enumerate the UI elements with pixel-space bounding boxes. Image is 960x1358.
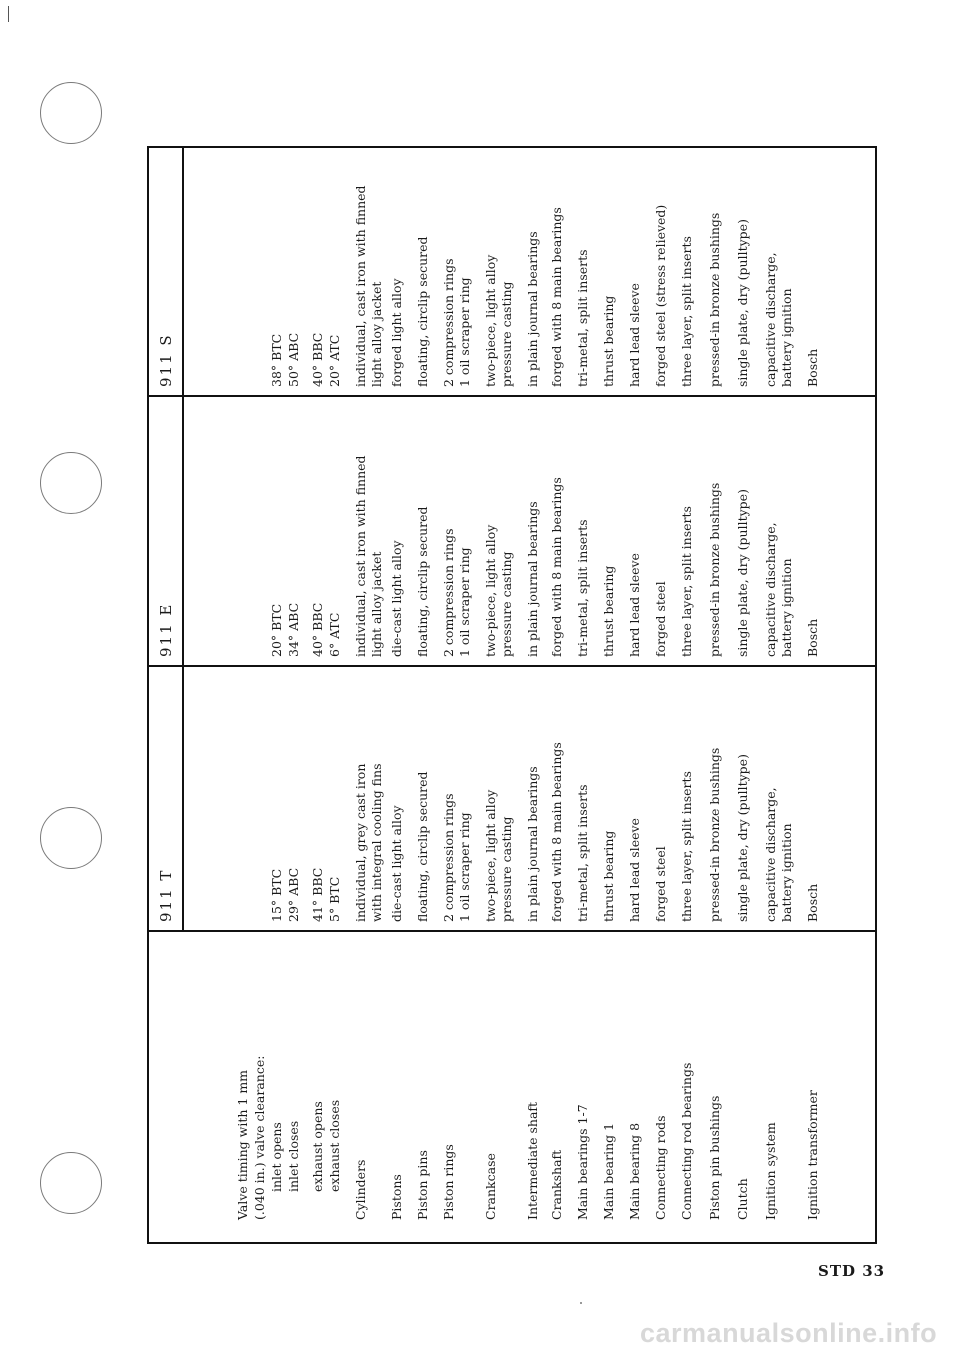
label-exhaust-closes: exhaust closes bbox=[327, 1099, 342, 1192]
column-911-s bbox=[149, 148, 875, 397]
e-main-bearings-1-7: tri-metal, split inserts bbox=[575, 519, 590, 657]
header-rule bbox=[182, 397, 184, 665]
s-connecting-rods: forged steel (stress relieved) bbox=[653, 204, 668, 387]
s-inlet-opens: 38° BTC bbox=[269, 333, 284, 387]
e-clutch: single plate, dry (pulltype) bbox=[735, 489, 750, 657]
label-crankcase: Crankcase bbox=[483, 1153, 498, 1220]
label-cylinders: Cylinders bbox=[353, 1159, 368, 1220]
spec-table-frame bbox=[147, 146, 877, 1244]
punch-hole-1 bbox=[40, 82, 102, 144]
e-cylinders-2: light alloy jacket bbox=[369, 551, 384, 657]
e-inlet-closes: 34° ABC bbox=[286, 602, 301, 657]
label-intermediate-shaft: Intermediate shaft bbox=[525, 1101, 540, 1220]
e-main-bearing-1: thrust bearing bbox=[601, 565, 616, 657]
t-cylinders-1: individual, grey cast iron bbox=[353, 763, 368, 922]
e-exhaust-closes: 6° ATC bbox=[327, 612, 342, 657]
s-main-bearings-1-7: tri-metal, split inserts bbox=[575, 249, 590, 387]
e-intermediate-shaft: in plain journal bearings bbox=[525, 501, 540, 657]
t-ignition-transformer: Bosch bbox=[805, 883, 820, 922]
t-exhaust-opens: 41° BBC bbox=[310, 867, 325, 922]
t-crankcase-2: pressure casting bbox=[499, 816, 514, 922]
s-crankcase-1: two-piece, light alloy bbox=[483, 254, 498, 387]
e-crankshaft: forged with 8 main bearings bbox=[549, 477, 564, 657]
column-header-911-e: 911 E bbox=[157, 602, 175, 657]
s-piston-rings-2: 1 oil scraper ring bbox=[457, 277, 472, 387]
label-piston-pin-bushings: Piston pin bushings bbox=[707, 1095, 722, 1220]
t-exhaust-closes: 5° BTC bbox=[327, 876, 342, 922]
e-connecting-rod-bearings: three layer, split inserts bbox=[679, 506, 694, 657]
t-piston-pins: floating, circlip secured bbox=[415, 771, 430, 922]
s-piston-rings-1: 2 compression rings bbox=[441, 258, 456, 387]
label-ignition-system: Ignition system bbox=[763, 1122, 778, 1220]
label-pistons: Pistons bbox=[389, 1174, 404, 1220]
column-911-t bbox=[149, 667, 875, 932]
s-ignition-system-1: capacitive discharge, bbox=[763, 252, 778, 387]
label-inlet-closes: inlet closes bbox=[286, 1120, 301, 1192]
e-crankcase-1: two-piece, light alloy bbox=[483, 524, 498, 657]
e-ignition-transformer: Bosch bbox=[805, 618, 820, 657]
column-header-911-t: 911 T bbox=[157, 868, 175, 922]
scan-speck bbox=[580, 1302, 582, 1304]
s-piston-pins: floating, circlip secured bbox=[415, 236, 430, 387]
label-connecting-rods: Connecting rods bbox=[653, 1115, 668, 1220]
page-number: STD 33 bbox=[818, 1262, 886, 1280]
label-exhaust-opens: exhaust opens bbox=[310, 1101, 325, 1192]
labels-column bbox=[149, 932, 875, 1242]
s-ignition-transformer: Bosch bbox=[805, 348, 820, 387]
punch-hole-2 bbox=[40, 452, 102, 514]
label-clutch: Clutch bbox=[735, 1178, 750, 1220]
t-ignition-system-2: battery ignition bbox=[779, 823, 794, 922]
s-exhaust-opens: 40° BBC bbox=[310, 332, 325, 387]
label-valve-timing-1: Valve timing with 1 mm bbox=[235, 1069, 250, 1220]
t-main-bearing-8: hard lead sleeve bbox=[627, 818, 642, 922]
label-main-bearings-1-7: Main bearings 1-7 bbox=[575, 1104, 590, 1220]
label-valve-timing-2: (.040 in.) valve clearance: bbox=[252, 1055, 267, 1220]
watermark[interactable]: carmanualsonline.info bbox=[640, 1318, 938, 1348]
column-header-911-s: 911 S bbox=[157, 333, 175, 387]
s-cylinders-1: individual, cast iron with finned bbox=[353, 185, 368, 387]
punch-hole-3 bbox=[40, 807, 102, 869]
s-cylinders-2: light alloy jacket bbox=[369, 281, 384, 387]
t-piston-pin-bushings: pressed-in bronze bushings bbox=[707, 747, 722, 922]
header-rule bbox=[182, 667, 184, 930]
e-exhaust-opens: 40° BBC bbox=[310, 602, 325, 657]
label-main-bearing-1: Main bearing 1 bbox=[601, 1122, 616, 1220]
s-intermediate-shaft: in plain journal bearings bbox=[525, 231, 540, 387]
t-pistons: die-cast light alloy bbox=[389, 805, 404, 922]
label-crankshaft: Crankshaft bbox=[549, 1149, 564, 1220]
t-inlet-closes: 29° ABC bbox=[286, 867, 301, 922]
e-piston-pins: floating, circlip secured bbox=[415, 506, 430, 657]
label-piston-pins: Piston pins bbox=[415, 1150, 430, 1220]
t-intermediate-shaft: in plain journal bearings bbox=[525, 766, 540, 922]
s-clutch: single plate, dry (pulltype) bbox=[735, 219, 750, 387]
spec-table bbox=[147, 146, 877, 1244]
t-main-bearing-1: thrust bearing bbox=[601, 830, 616, 922]
e-pistons: die-cast light alloy bbox=[389, 540, 404, 657]
t-cylinders-2: with integral cooling fins bbox=[369, 763, 384, 922]
e-piston-pin-bushings: pressed-in bronze bushings bbox=[707, 482, 722, 657]
s-main-bearing-8: hard lead sleeve bbox=[627, 283, 642, 387]
label-inlet-opens: inlet opens bbox=[269, 1122, 284, 1192]
s-pistons: forged light alloy bbox=[389, 278, 404, 387]
e-piston-rings-2: 1 oil scraper ring bbox=[457, 547, 472, 657]
t-clutch: single plate, dry (pulltype) bbox=[735, 754, 750, 922]
punch-hole-4 bbox=[40, 1152, 102, 1214]
e-ignition-system-2: battery ignition bbox=[779, 558, 794, 657]
t-piston-rings-2: 1 oil scraper ring bbox=[457, 812, 472, 922]
t-crankshaft: forged with 8 main bearings bbox=[549, 742, 564, 922]
e-inlet-opens: 20° BTC bbox=[269, 603, 284, 657]
t-piston-rings-1: 2 compression rings bbox=[441, 793, 456, 922]
s-connecting-rod-bearings: three layer, split inserts bbox=[679, 236, 694, 387]
s-main-bearing-1: thrust bearing bbox=[601, 295, 616, 387]
header-rule bbox=[182, 148, 184, 395]
label-ignition-transformer: Ignition transformer bbox=[805, 1090, 820, 1220]
s-piston-pin-bushings: pressed-in bronze bushings bbox=[707, 212, 722, 387]
t-main-bearings-1-7: tri-metal, split inserts bbox=[575, 784, 590, 922]
e-connecting-rods: forged steel bbox=[653, 581, 668, 657]
e-main-bearing-8: hard lead sleeve bbox=[627, 553, 642, 657]
t-connecting-rods: forged steel bbox=[653, 846, 668, 922]
column-911-e bbox=[149, 397, 875, 667]
label-connecting-rod-bearings: Connecting rod bearings bbox=[679, 1062, 694, 1220]
s-crankshaft: forged with 8 main bearings bbox=[549, 207, 564, 387]
e-piston-rings-1: 2 compression rings bbox=[441, 528, 456, 657]
t-inlet-opens: 15° BTC bbox=[269, 868, 284, 922]
s-exhaust-closes: 20° ATC bbox=[327, 334, 342, 387]
margin-mark bbox=[8, 6, 9, 22]
t-crankcase-1: two-piece, light alloy bbox=[483, 789, 498, 922]
s-crankcase-2: pressure casting bbox=[499, 281, 514, 387]
t-connecting-rod-bearings: three layer, split inserts bbox=[679, 771, 694, 922]
s-ignition-system-2: battery ignition bbox=[779, 288, 794, 387]
t-ignition-system-1: capacitive discharge, bbox=[763, 787, 778, 922]
e-cylinders-1: individual, cast iron with finned bbox=[353, 455, 368, 657]
label-piston-rings: Piston rings bbox=[441, 1144, 456, 1220]
s-inlet-closes: 50° ABC bbox=[286, 332, 301, 387]
e-ignition-system-1: capacitive discharge, bbox=[763, 522, 778, 657]
e-crankcase-2: pressure casting bbox=[499, 551, 514, 657]
label-main-bearing-8: Main bearing 8 bbox=[627, 1122, 642, 1220]
